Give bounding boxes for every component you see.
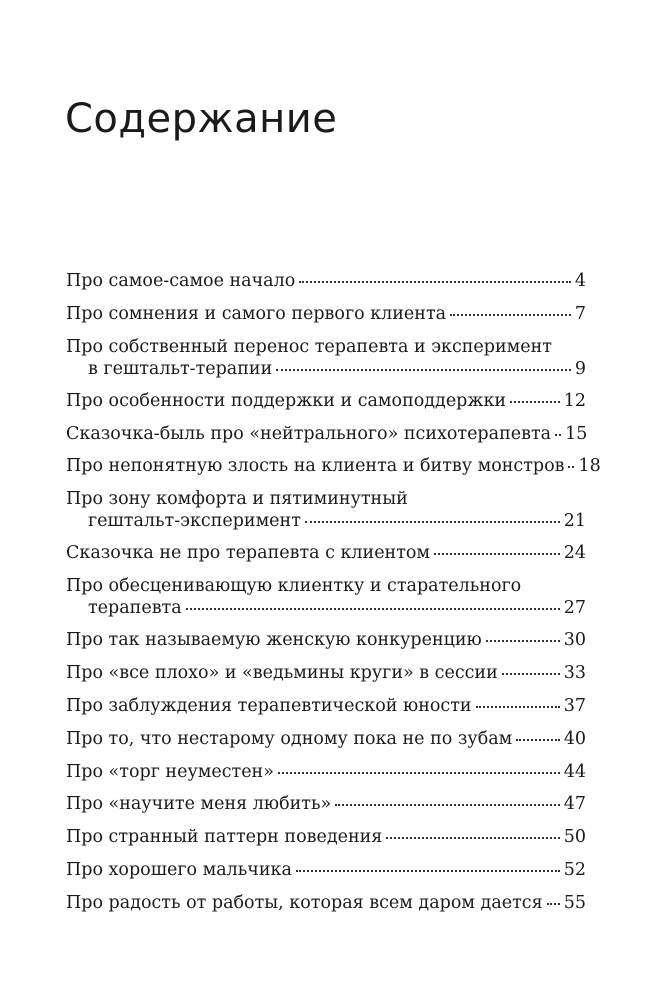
toc-entry-title: терапевта: [88, 598, 182, 619]
dot-leader: [486, 640, 560, 642]
toc-entry: [66, 303, 586, 325]
toc-entry-page-number: 40: [563, 728, 586, 749]
toc-entry-title: Про хорошего мальчика: [66, 860, 292, 881]
toc-entry: [66, 761, 586, 783]
toc-entry: [66, 575, 586, 619]
toc-entry: [66, 542, 586, 564]
toc-entry-title: Сказочка-быль про «нейтрального» психотерапевта: [66, 423, 552, 444]
dot-leader: [476, 706, 560, 708]
toc-entry-page-number: 4: [574, 271, 586, 291]
toc-entry: [66, 793, 586, 815]
toc-entry-page-number: 52: [563, 860, 586, 881]
dot-leader: [568, 466, 574, 468]
dot-leader: [296, 870, 560, 872]
toc-entry-page-number: 18: [578, 456, 601, 477]
toc-entry: [66, 270, 586, 292]
table-of-contents: [66, 270, 601, 925]
toc-entry-title: Про «торг неуместен»: [66, 761, 274, 782]
dot-leader: [555, 434, 561, 436]
toc-entry-page-number: 24: [563, 543, 586, 564]
toc-entry-page-number: 30: [563, 630, 586, 651]
toc-entry-page-number: 37: [563, 695, 586, 716]
toc-entry-page-number: 55: [563, 893, 586, 914]
toc-entry: [66, 859, 586, 881]
toc-entry-title: Про сомнения и самого первого клиента: [66, 303, 447, 324]
dot-leader: [186, 608, 560, 610]
toc-entry: [66, 892, 586, 914]
dot-leader: [547, 903, 560, 905]
toc-entry-page-number: 7: [574, 303, 586, 324]
dot-leader: [516, 739, 559, 741]
toc-entry-title: Про радость от работы, которая всем даром дается: [66, 893, 543, 914]
toc-entry-page-number: 50: [563, 827, 586, 848]
toc-entry: [66, 695, 586, 717]
toc-entry-title: Про особенности поддержки и самоподдержки: [66, 390, 507, 411]
dot-leader: [386, 837, 559, 839]
toc-entry-page-number: 47: [563, 794, 586, 815]
page-title: Содержание: [65, 96, 338, 142]
toc-entry: [66, 455, 601, 477]
dot-leader: [510, 401, 560, 403]
toc-entry-title: Про самое-самое начало: [66, 271, 296, 291]
toc-entry-title-line: Про собственный перенос терапевта и эксперимент: [66, 336, 552, 357]
dot-leader: [299, 281, 571, 283]
dot-leader: [276, 369, 571, 371]
dot-leader: [278, 772, 560, 774]
toc-entry-page-number: 15: [565, 423, 588, 444]
dot-leader: [305, 521, 560, 523]
toc-entry: [66, 423, 586, 445]
toc-entry: [66, 662, 586, 684]
toc-entry-title: Про «все плохо» и «ведьмины круги» в сессии: [66, 662, 498, 683]
toc-entry: [66, 488, 586, 532]
toc-entry-title: гештальт-эксперимент: [88, 511, 301, 532]
toc-entry-page-number: 21: [563, 511, 586, 532]
toc-entry-page-number: 9: [574, 358, 586, 379]
toc-entry-page-number: 12: [563, 390, 586, 411]
toc-entry-page-number: 27: [563, 598, 586, 619]
toc-entry-page-number: 44: [563, 761, 586, 782]
toc-entry-title: Про странный паттерн поведения: [66, 827, 383, 848]
toc-entry: [66, 336, 586, 380]
toc-entry: [66, 826, 586, 848]
toc-entry-title: Про «научите меня любить»: [66, 794, 332, 815]
toc-entry-page-number: 33: [563, 662, 586, 683]
dot-leader: [434, 553, 560, 555]
toc-entry-title-line: Про зону комфорта и пятиминутный: [66, 489, 408, 510]
dot-leader: [450, 314, 571, 316]
toc-entry: [66, 629, 586, 651]
toc-entry-title: Сказочка не про терапевта с клиентом: [66, 543, 431, 564]
toc-entry-title: Про так называемую женскую конкуренцию: [66, 630, 482, 651]
toc-entry-title: Про заблуждения терапевтической юности: [66, 695, 472, 716]
toc-entry: [66, 728, 586, 750]
dot-leader: [502, 673, 560, 675]
dot-leader: [335, 804, 560, 806]
toc-entry-title-line: Про обесценивающую клиентку и старательного: [66, 576, 522, 597]
toc-entry-title: Про то, что нестарому одному пока не по зубам: [66, 728, 513, 749]
toc-entry-title: в гештальт-терапии: [88, 358, 273, 379]
toc-entry-title: Про непонятную злость на клиента и битву монстров: [66, 456, 565, 477]
toc-entry: [66, 390, 586, 412]
